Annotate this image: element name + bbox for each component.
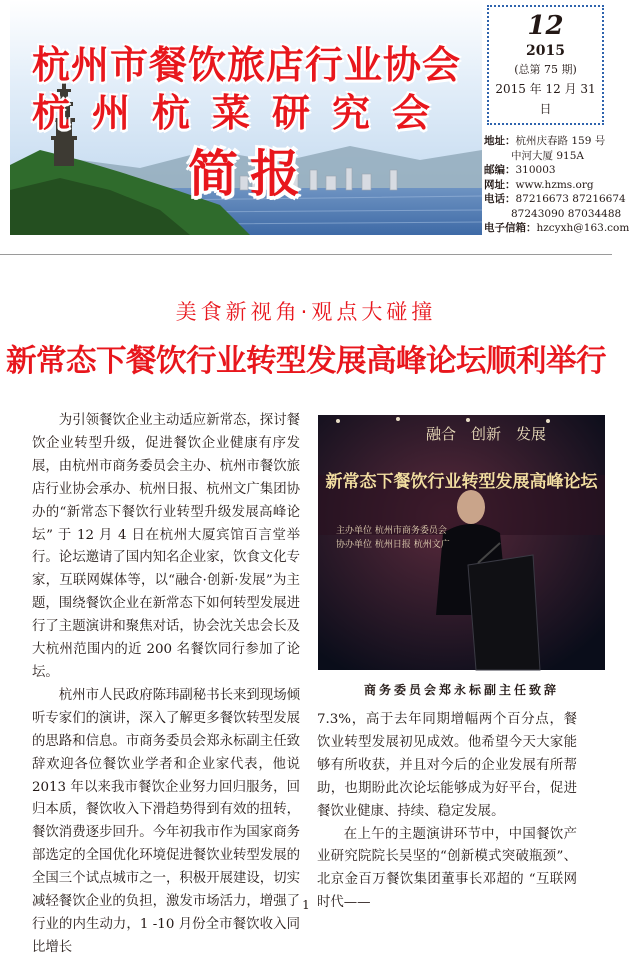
photo-banner-title: 新常态下餐饮行业转型发展高峰论坛 [318, 467, 605, 492]
article-kicker: 美食新视角·观点大碰撞 [0, 296, 612, 326]
issue-number: 12 [489, 11, 602, 41]
photo-caption: 商务委员会郑永标副主任致辞 [318, 681, 605, 698]
postcode-label: 邮编： [484, 164, 516, 176]
bulletin-title: 简报 [188, 134, 312, 206]
issue-total: (总第 75 期) [489, 61, 602, 79]
paragraph: 7.3%，高于去年同期增幅两个百分点，餐饮业转型发展初见成效。他希望今天大家能够有所收获，并且对今后的企业发展有所帮助，也期盼此次论坛能够成为好平台，促进餐饮业健康、持续、稳定发展。 [317, 709, 577, 824]
phone-line1: 87216673 87216674 [516, 193, 626, 205]
paragraph: 杭州市人民政府陈玮副秘书长来到现场倾听专家们的演讲，深入了解更多餐饮转型发展的思路和信息。市商务委员会郑永标副主任致辞欢迎各位餐饮业学者和企业家代表，他说 2013 年以来我市餐饮企业努力回归服务，回归本质，餐饮收入下滑趋势得到有效的扭转，餐饮消费逐步回升。今年初我市作为国家商务部选定的全国优化环境促进餐饮业转型发展的全国三个试点城市之一，积极开展建设，切实减轻餐饮企业的负担，激发市场活力，增强了行业的内生动力，1 -10 月份全市餐饮收入同比增长 [32, 685, 300, 960]
masthead-banner [10, 0, 482, 235]
photo-banner-co: 协办单位 杭州日报 杭州文广 [336, 537, 450, 550]
paragraph: 为引领餐饮企业主动适应新常态，探讨餐饮企业转型升级，促进餐饮企业健康有序发展，由杭州市商务委员会主办、杭州市餐饮旅店行业协会承办、杭州日报、杭州文广集团协办的“新常态下餐饮行业转型升级发展高峰论坛” 于 12 月 4 日在杭州大厦宾馆百言堂举行。论坛邀请了国内知名企业家，饮食文化专家，互联网媒体等，以“融合·创新·发展”为主题，围绕餐饮企业在新常态下如何转型发展进行了主题演讲和聚焦对话，协会沈关忠会长及大杭州范围内的近 200 名餐饮同行参加了论坛。 [32, 410, 300, 685]
issue-year: 2015 [489, 41, 602, 61]
forum-photo [318, 415, 605, 670]
email-link[interactable]: hzcyxh@163.com [537, 222, 629, 234]
address-label: 地址： [484, 135, 516, 147]
phone-label: 电话： [484, 193, 516, 205]
issue-box [487, 5, 604, 125]
issue-date: 2015 年 12 月 31 日 [489, 79, 602, 119]
article-body-right [317, 709, 577, 894]
org-name-line1: 杭州市餐饮旅店行业协会 [32, 34, 461, 89]
phone-line2: 87243090 87034488 [484, 207, 610, 222]
email-label: 电子信箱： [484, 222, 537, 234]
photo-banner-host: 主办单位 杭州市商务委员会 [336, 523, 447, 536]
article-headline: 新常态下餐饮行业转型发展高峰论坛顺利举行 [0, 336, 612, 380]
article-body-left [32, 410, 300, 890]
website-label: 网址： [484, 179, 516, 191]
address-line1: 杭州庆春路 159 号 [516, 135, 606, 147]
postcode-value: 310003 [516, 164, 556, 176]
website-link[interactable]: www.hzms.org [516, 179, 594, 191]
photo-banner-theme: 融合 创新 发展 [396, 423, 576, 444]
address-line2: 中河大厦 915A [484, 149, 610, 164]
page-number: 1 [0, 898, 612, 912]
header-divider [0, 254, 612, 255]
paragraph: 在上午的主题演讲环节中，中国餐饮产业研究院院长吴坚的“创新模式突破瓶颈”、北京金百万餐饮集团董事长邓超的 “互联网时代—— [317, 824, 577, 916]
contact-info [484, 134, 610, 236]
org-name-line2: 杭州杭菜研究会 [32, 82, 452, 137]
